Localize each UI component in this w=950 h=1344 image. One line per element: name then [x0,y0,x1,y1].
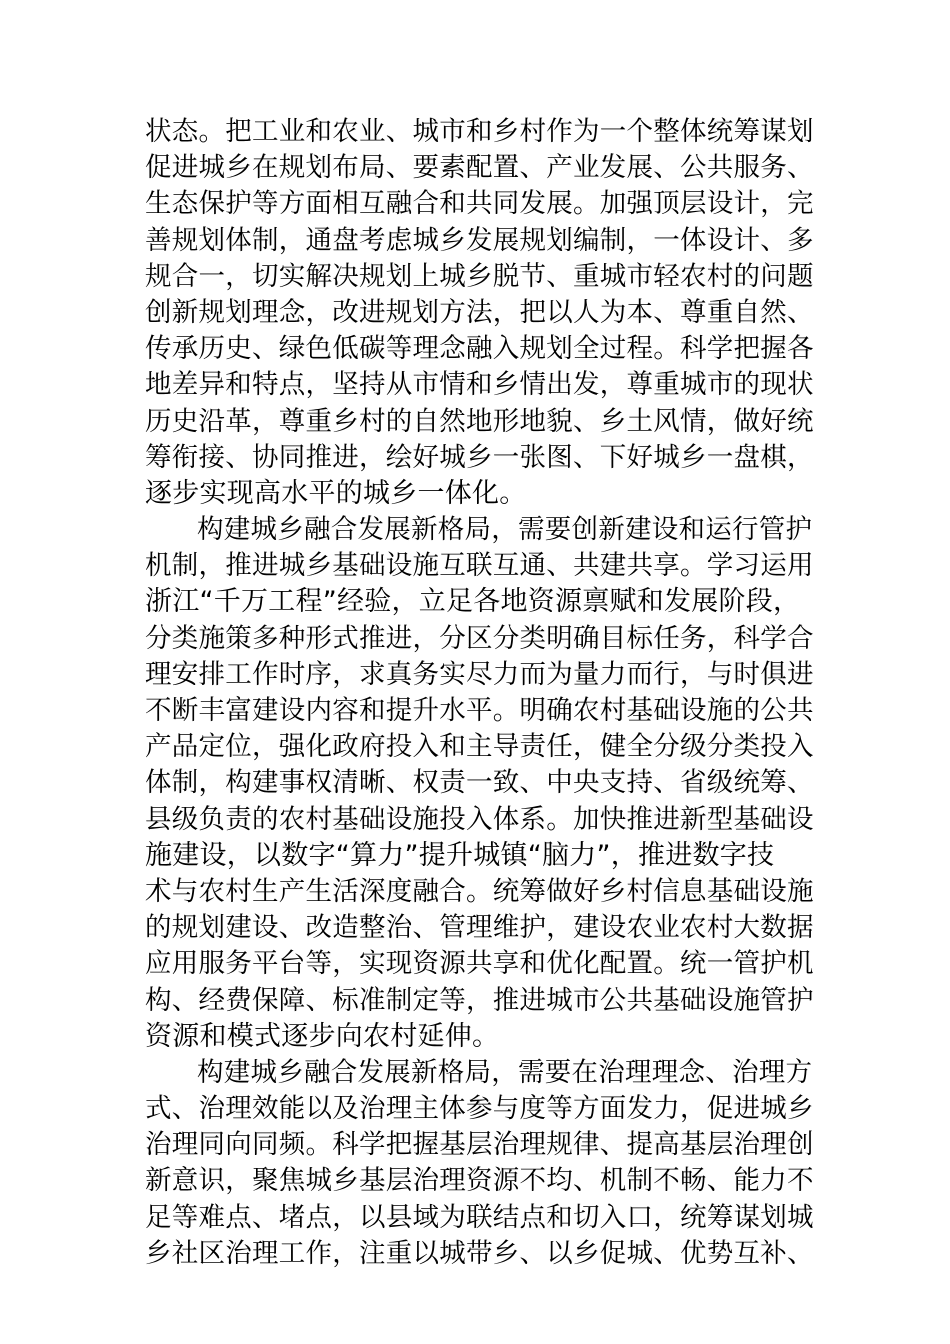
text-line: 善规划体制，通盘考虑城乡发展规划编制，一体设计、多 [145,224,814,256]
paragraph-first-line: 构建城乡融合发展新格局，需要创新建设和运行管护 [197,514,813,546]
text-line: 新意识，聚焦城乡基层治理资源不均、机制不畅、能力不 [145,1165,814,1197]
text-line: 机制，推进城乡基础设施互联互通、共建共享。学习运用 [145,550,814,582]
text-line: 状态。把工业和农业、城市和乡村作为一个整体统筹谋划 [145,116,814,147]
text-line: 资源和模式逐步向农村延伸。 [145,1020,500,1052]
text-line: 创新规划理念，改进规划方法，把以人为本、尊重自然、 [145,296,814,328]
text-line: 传承历史、绿色低碳等理念融入规划全过程。科学把握各 [145,333,814,365]
text-line: 筹衔接、协同推进，绘好城乡一张图、下好城乡一盘棋， [145,441,814,473]
text-line: 产品定位，强化政府投入和主导责任，健全分级分类投入 [145,731,814,763]
text-line: 地差异和特点，坚持从市情和乡情出发，尊重城市的现状 [145,369,814,401]
text-line: 逐步实现高水平的城乡一体化。 [145,477,527,509]
text-line: 式、治理效能以及治理主体参与度等方面发力，促进城乡 [145,1093,814,1125]
text-line: 促进城乡在规划布局、要素配置、产业发展、公共服务、 [145,152,814,184]
text-line: 构、经费保障、标准制定等，推进城市公共基础设施管护 [145,984,814,1016]
body-text [145,114,815,1272]
text-line: 体制，构建事权清晰、权责一致、中央支持、省级统筹、 [145,767,814,799]
text-line: 术与农村生产生活深度融合。统筹做好乡村信息基础设施 [145,875,814,907]
text-line: 县级负责的农村基础设施投入体系。加快推进新型基础设 [145,803,814,835]
text-line: 足等难点、堵点，以县域为联结点和切入口，统筹谋划城 [145,1201,814,1233]
text-line: 理安排工作时序，求真务实尽力而为量力而行，与时俱进 [145,658,814,690]
text-line: 分类施策多种形式推进，分区分类明确目标任务，科学合 [145,622,814,654]
text-line: 不断丰富建设内容和提升水平。明确农村基础设施的公共 [145,695,814,726]
paragraph-first-line: 构建城乡融合发展新格局，需要在治理理念、治理方 [197,1056,813,1088]
text-line: 施建设，以数字“算力”提升城镇“脑力”，推进数字技 [145,839,775,871]
text-line: 规合一，切实解决规划上城乡脱节、重城市轻农村的问题 [145,260,814,292]
text-line: 的规划建设、改造整治、管理维护，建设农业农村大数据 [145,912,814,944]
text-line: 乡社区治理工作，注重以城带乡、以乡促城、优势互补、 [145,1237,814,1269]
text-line: 生态保护等方面相互融合和共同发展。加强顶层设计，完 [145,188,814,220]
text-line: 治理同向同频。科学把握基层治理规律、提高基层治理创 [145,1129,814,1161]
text-line: 应用服务平台等，实现资源共享和优化配置。统一管护机 [145,948,814,980]
text-line: 历史沿革，尊重乡村的自然地形地貌、乡土风情，做好统 [145,405,814,437]
text-line: 浙江“千万工程”经验，立足各地资源禀赋和发展阶段， [145,586,801,618]
